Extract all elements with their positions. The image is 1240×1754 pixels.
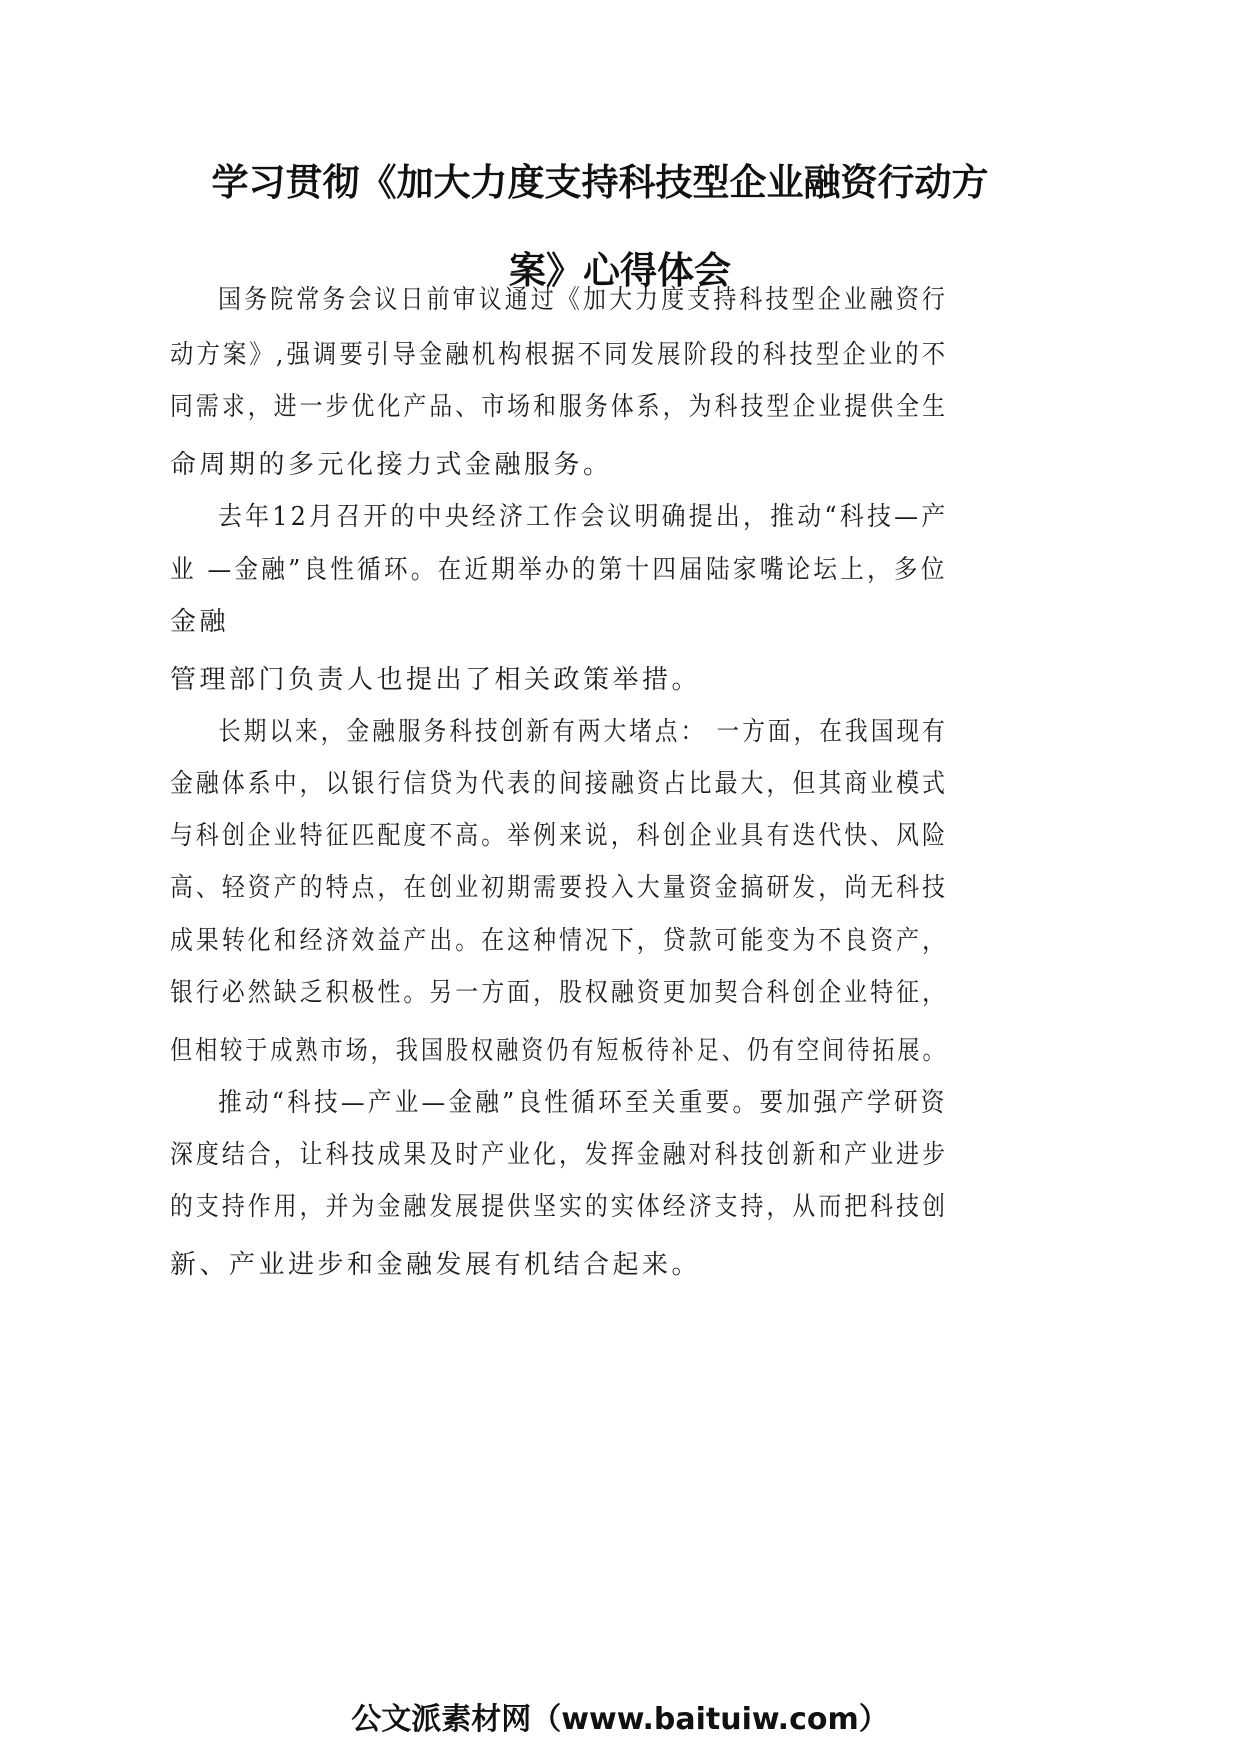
paragraph-4-line-3: 的支持作用，并为金融发展提供坚实的实体经济支持，从而把科技创 bbox=[170, 1192, 949, 1222]
paragraph-2-line-4: 管理部门负责人也提出了相关政策举措。 bbox=[170, 665, 702, 695]
document-title-line-1: 学习贯彻《加大力度支持科技型企业融资行动方 bbox=[211, 161, 989, 204]
paragraph-1-line-3: 同需求，进一步优化产品、市场和服务体系，为科技型企业提供全生 bbox=[170, 392, 949, 422]
document-title-line-2: 案》心得体会 bbox=[509, 249, 731, 292]
paragraph-3-line-1: 长期以来，金融服务科技创新有两大堵点： 一方面，在我国现有 bbox=[218, 717, 948, 747]
footer-source: 公文派素材网（www.baituiw.com） bbox=[351, 1702, 889, 1737]
paragraph-4-line-2: 深度结合，让科技成果及时产业化，发挥金融对科技创新和产业进步 bbox=[170, 1140, 949, 1170]
paragraph-2-line-1: 去年12月召开的中央经济工作会议明确提出，推动“科技—产 bbox=[218, 502, 949, 532]
paragraph-2-line-3: 金融 bbox=[170, 607, 230, 637]
paragraph-4-line-1: 推动“科技—产业—金融”良性循环至关重要。要加强产学研资 bbox=[218, 1088, 948, 1118]
paragraph-3-line-6: 银行必然缺乏积极性。另一方面，股权融资更加契合科创企业特征， bbox=[170, 978, 949, 1008]
paragraph-1-line-2: 动方案》,强调要引导金融机构根据不同发展阶段的科技型企业的不 bbox=[170, 340, 949, 370]
paragraph-1-line-4: 命周期的多元化接力式金融服务。 bbox=[170, 450, 613, 480]
paragraph-3-line-2: 金融体系中，以银行信贷为代表的间接融资占比最大，但其商业模式 bbox=[170, 769, 949, 799]
paragraph-3-line-5: 成果转化和经济效益产出。在这种情况下，贷款可能变为不良资产， bbox=[170, 926, 949, 956]
paragraph-4-line-4: 新、产业进步和金融发展有机结合起来。 bbox=[170, 1250, 702, 1280]
paragraph-2-line-2: 业 —金融”良性循环。在近期举办的第十四届陆家嘴论坛上，多位 bbox=[170, 555, 948, 585]
paragraph-1-line-1: 国务院常务会议日前审议通过《加大力度支持科技型企业融资行 bbox=[218, 285, 949, 315]
paragraph-3-line-4: 高、轻资产的特点，在创业初期需要投入大量资金搞研发，尚无科技 bbox=[170, 873, 949, 903]
paragraph-3-line-3: 与科创企业特征匹配度不高。举例来说，科创企业具有迭代快、风险 bbox=[170, 821, 949, 851]
paragraph-3-line-7: 但相较于成熟市场，我国股权融资仍有短板待补足、仍有空间待拓展。 bbox=[170, 1036, 948, 1066]
